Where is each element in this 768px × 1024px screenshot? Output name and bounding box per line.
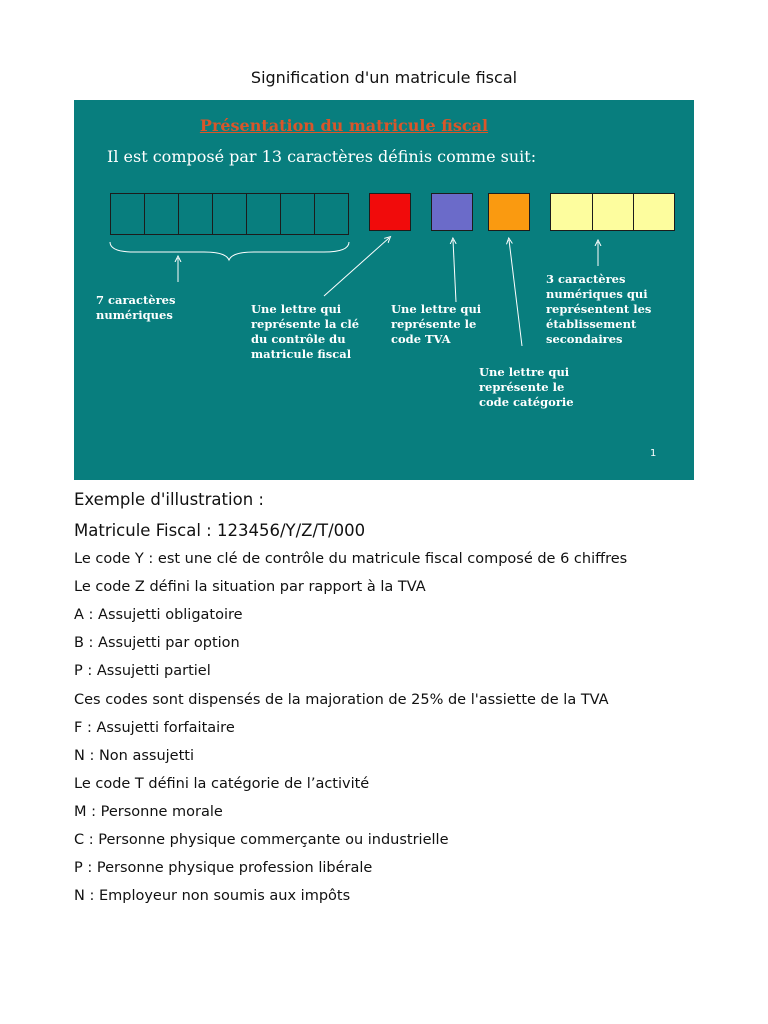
body-line: Le code Y : est une clé de contrôle du matricule fiscal composé de 6 chiffres [74,551,628,567]
slide-page-number: 1 [650,448,657,459]
matricule-example: Matricule Fiscal : 123456/Y/Z/T/000 [74,521,366,540]
arrow-control-key [324,238,389,296]
document-title: Signification d'un matricule fiscal [250,68,518,87]
body-line: Le code Z défini la situation par rapport à la TVA [74,579,426,595]
body-line: Ces codes sont dispensés de la majoration de 25% de l'assiette de la TVA [74,692,609,708]
body-line: P : Personne physique profession libérale [74,860,373,876]
presentation-slide [74,100,694,480]
label-control-key: Une lettre qui représente la clé du contrôle du matricule fiscal [251,302,360,361]
curly-brace [110,242,349,260]
body-line: N : Non assujetti [74,748,195,764]
body-line: Le code T défini la catégorie de l’activité [74,776,370,792]
body-line: M : Personne morale [74,804,223,820]
label-tva-code: Une lettre qui représente le code TVA [391,302,482,346]
body-line: P : Assujetti partiel [74,663,211,679]
slide-title: Présentation du matricule fiscal [199,116,489,135]
body-line: A : Assujetti obligatoire [74,607,243,623]
body-line: F : Assujetti forfaitaire [74,720,235,736]
body-line: C : Personne physique commerçante ou industrielle [74,832,449,848]
arrow-tva [453,240,456,302]
label-category-code: Une lettre qui représente le code catégorie [479,365,574,409]
label-secondary: 3 caractères numériques qui représentent les établissement secondaires [546,272,652,346]
example-heading: Exemple d'illustration : [74,490,264,509]
slide-subtitle: Il est composé par 13 caractères définis comme suit: [107,147,537,166]
arrow-category [509,240,522,346]
body-line: B : Assujetti par option [74,635,240,651]
label-numeric-7: 7 caractères numériques [96,293,176,322]
body-line: N : Employeur non soumis aux impôts [74,888,351,904]
